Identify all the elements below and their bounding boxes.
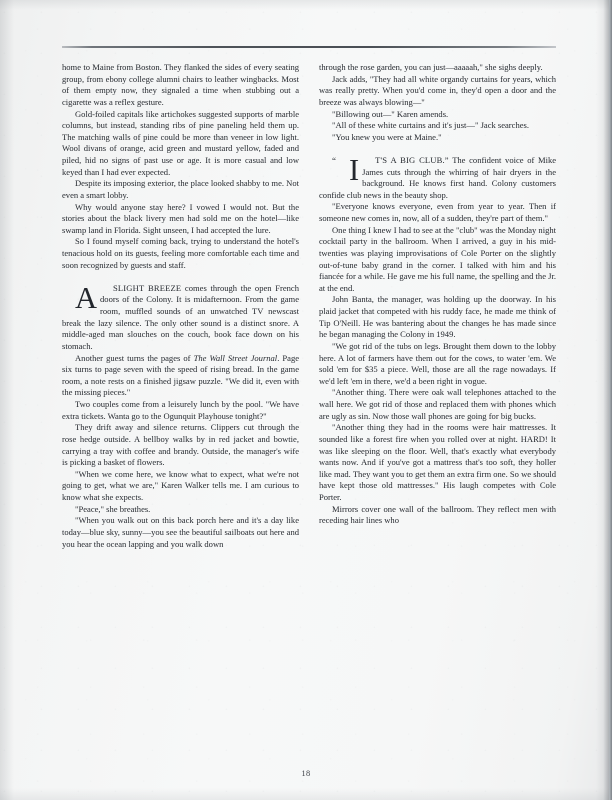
paragraph: "When you walk out on this back porch here and it's a day like today—blue sky, sunny—you see the beautiful sailboats out here and you hear the ocean lapping and you walk down xyxy=(62,515,299,549)
paragraph: "We got rid of the tubs on legs. Brought them down to the lobby here. A lot of farmers have them out for the cows, to water 'em. We sold 'em for $35 a piece. Well, those are all the rage nowadays. If we'd left 'em in there, we'd a been right in vogue. xyxy=(319,340,556,386)
paragraph: "Billowing out—" Karen amends. xyxy=(332,108,449,119)
dropcap-body-text: The confident voice of Mike James cuts through the whirring of hair dryers in the background. He knows first hand. Colony customers confide club news in the beauty shop. xyxy=(319,154,557,200)
page-number: 18 xyxy=(301,769,311,778)
paragraph: "All of these white curtains and it's just—" Jack searches. xyxy=(332,120,529,131)
paragraph: home to Maine from Boston. They flanked the sides of every seating group, from ebony college alumni chairs to leather wingbacks. Most of them empty now, they signaled a time when stubbing out a cigarette was a reflex gesture. xyxy=(62,62,299,107)
two-column-text-body xyxy=(62,62,556,752)
paragraph: They drift away and silence returns. Clippers cut through the rose hedge outside. A bellboy walks by in red jacket and bowtie, carrying a tray with coffee and brandy. Outside, the manager's wife is picking a basket of flowers. xyxy=(62,422,299,468)
left-text-column xyxy=(62,62,299,752)
scan-left-shadow xyxy=(0,0,14,800)
paragraph: So I found myself coming back, trying to understand the hotel's tenacious hold on its guests, feeling more comfortable each time and soon recognized by guests and staff. xyxy=(62,236,299,270)
scan-right-shadow xyxy=(596,0,612,800)
drop-cap-letter: I xyxy=(349,152,360,187)
right-text-column xyxy=(319,62,556,752)
dropcap-paragraph xyxy=(319,152,557,202)
italic-title: The Wall Street Journal xyxy=(193,352,278,363)
paragraph: "Another thing. There were oak wall telephones attached to the wall here. We got rid of those and replaced them with phones which are ugly as sin. Now those wall phones are going for big bucks. xyxy=(319,387,556,421)
paragraph: Jack adds, "They had all white organdy curtains for years, which was really pretty. When you'd come in, they'd open a door and the breeze was always blowing—" xyxy=(319,73,556,107)
paragraph: Despite its imposing exterior, the place looked shabby to me. Not even a smart lobby. xyxy=(62,178,299,200)
opening-quote-mark: “ xyxy=(332,155,336,166)
paragraph: John Banta, the manager, was holding up the doorway. In his plaid jacket that competed with his ruddy face, he made me think of Tip O'Neill. He was bantering about the changes he has made since he began managing the Colony in 1949. xyxy=(319,294,556,340)
opening-small-caps: SLIGHT BREEZE xyxy=(113,282,182,293)
paragraph: "When we come here, we know what to expect, what we're not going to get, what we are," Karen Walker tells me. I am curious to know what she expects. xyxy=(62,468,299,503)
paragraph xyxy=(62,353,299,400)
opening-small-caps: T'S A BIG CLUB.” xyxy=(375,154,449,165)
paragraph: "Everyone knows everyone, even from year to year. Then if someone new comes in, now, all of a sudden, they're part of them." xyxy=(319,201,556,224)
dropcap-paragraph xyxy=(62,280,299,353)
scan-top-shadow xyxy=(0,0,612,10)
paragraph: One thing I knew I had to see at the "club" was the Monday night cocktail party in the ballroom. When I arrived, a guy in his mid-twenties was playing improvisations of Cole Porter on the slightly out-of-tune baby grand in the corner. I talked with him and his fiancée for a while. He gave me his full name, the spelling and the Jr. at the end. xyxy=(319,224,556,293)
text-after-italic: . Page six turns to page seven with the speed of rising bread. In the game room, a note rests on a finished jigsaw puzzle. "We did it, even with the missing pieces." xyxy=(62,352,300,398)
scan-bottom-shadow xyxy=(0,788,612,800)
paragraph: Two couples come from a leisurely lunch by the pool. "We have extra tickets. Wanta go to the Ogunquit Playhouse tonight?" xyxy=(62,399,299,421)
header-rule xyxy=(62,46,556,48)
paragraph: "Peace," she breathes. xyxy=(75,503,151,514)
drop-cap-letter: A xyxy=(75,280,98,315)
paragraph: "You knew you were at Maine." xyxy=(332,131,442,142)
text-before-italic: Another guest turns the pages of xyxy=(75,352,194,363)
paragraph: Why would anyone stay here? I vowed I would not. But the stories about the black livery men had sold me on the hotel—like swamp land in Florida. Sight unseen, I had accepted the lure. xyxy=(62,201,299,235)
paragraph: Gold-foiled capitals like artichokes suggested supports of marble columns, but instead, standing ribs of pine paneling held them up. The matching walls of pine could be more than veneer in low light. Wool divans of orange, acid green and mustard yellow, faded and piled, hid no signs of past use or age. It is more casual and low keyed than I had ever expected. xyxy=(62,108,299,177)
paragraph: through the rose garden, you can just—aaaaah," she sighs deeply. xyxy=(319,62,543,72)
paragraph: "Another thing they had in the rooms were hair mattresses. It sounded like a forest fire when you rolled over at night. HARD! It was like sleeping on the floor. Well, that's exactly what everybody wants now. And if you've got a mattress that's too soft, they holler like mad. They want you to get them an extra firm one. So we should have kept those old mattresses." His laugh competes with Cole Porter. xyxy=(319,422,556,503)
dropcap-body-text: comes through the open French doors of the Colony. It is midafternoon. From the game room, muffled sounds of an unwatched TV newscast break the lazy silence. The only other sound is a distinct snore. A middle-aged man slouches on the couch, book face down on his stomach. xyxy=(62,282,299,351)
paragraph: Mirrors cover one wall of the ballroom. They reflect men with receding hair lines who xyxy=(319,503,556,526)
